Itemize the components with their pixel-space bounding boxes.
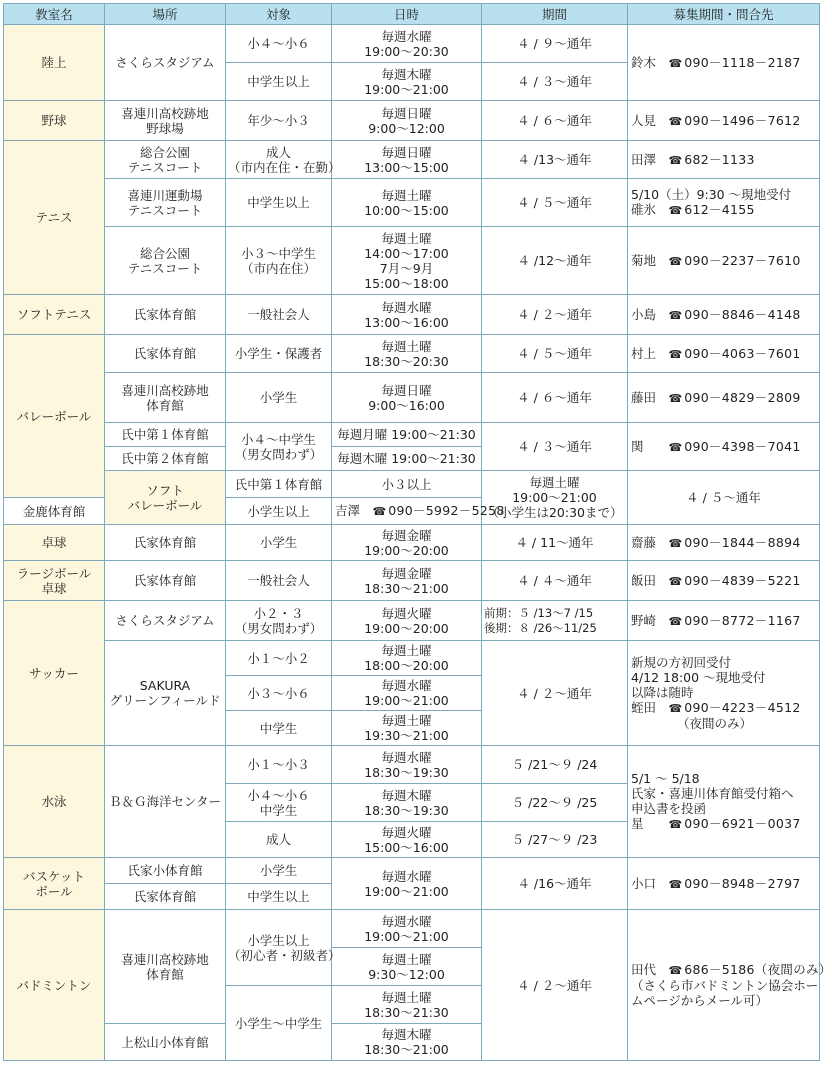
contact xyxy=(628,101,820,141)
phone-number: 090－4839－5221 xyxy=(684,572,801,588)
table-row xyxy=(4,601,820,641)
table-row xyxy=(4,227,820,295)
phone-icon: ☎ xyxy=(668,347,683,361)
header-contact: 募集期間・問合先 xyxy=(628,4,820,25)
period: ４ / ９～通年 xyxy=(482,25,628,63)
contact-person: 齋藤 xyxy=(631,534,657,550)
phone-number: 090－2237－7610 xyxy=(684,252,801,268)
contact-person: 菊地 xyxy=(631,252,657,268)
place: 総合公園 テニスコート xyxy=(105,227,226,295)
contact-person: 小口 xyxy=(631,875,657,891)
datetime: 毎週土曜 19:00～21:00 （小学生は20:30まで） xyxy=(482,471,628,525)
contact-person: 田澤 xyxy=(631,151,657,167)
class-name: テニス xyxy=(4,141,105,295)
place: 氏家体育館 xyxy=(105,525,226,561)
table-row xyxy=(4,373,820,423)
datetime: 毎週月曜 19:00～21:30 xyxy=(332,423,482,447)
period: ５ /27～９ /23 xyxy=(482,822,628,858)
datetime: 毎週木曜 19:00～21:30 xyxy=(332,447,482,471)
target: 小学生以上 xyxy=(226,498,332,525)
datetime: 毎週金曜 19:00～20:00 xyxy=(332,525,482,561)
header-class: 教室名 xyxy=(4,4,105,25)
phone-icon: ☎ xyxy=(668,440,683,454)
period: ４ / ６～通年 xyxy=(482,373,628,423)
datetime: 毎週水曜 19:00～21:00 xyxy=(332,858,482,910)
place: 金鹿体育館 xyxy=(4,498,105,525)
contact-note: 5/1 ～ 5/18 氏家・喜連川体育館受付箱へ 申込書を投函 xyxy=(631,771,794,816)
phone-icon: ☎ xyxy=(668,702,683,715)
contact-note: 新規の方初回受付 4/12 18:00 ～現地受付 以降は随時 xyxy=(631,655,766,700)
place: 氏家体育館 xyxy=(105,295,226,335)
contact xyxy=(628,601,820,641)
contact xyxy=(628,910,832,1061)
table-row xyxy=(4,423,820,447)
datetime: 毎週土曜 18:30～21:30 xyxy=(332,986,482,1024)
phone-note: （夜間のみ） xyxy=(677,716,753,731)
place: 氏中第２体育館 xyxy=(105,447,226,471)
table-row xyxy=(4,525,820,561)
period: 前期：５ /13～7 /15 後期：８ /26～11/25 xyxy=(482,601,628,641)
period: ５ /21～９ /24 xyxy=(482,746,628,784)
datetime: 毎週日曜 13:00～15:00 xyxy=(332,141,482,179)
datetime: 毎週土曜 18:30～20:30 xyxy=(332,335,482,373)
phone-icon: ☎ xyxy=(668,153,683,167)
target: 一般社会人 xyxy=(226,561,332,601)
contact xyxy=(628,335,820,373)
phone-icon: ☎ xyxy=(668,254,683,268)
period: ４ / ３～通年 xyxy=(482,63,628,101)
contact xyxy=(628,641,820,746)
contact-person: 碓氷 xyxy=(631,202,657,217)
contact-person: 蛭田 xyxy=(631,700,657,715)
datetime: 毎週木曜 18:30～21:00 xyxy=(332,1024,482,1061)
contact xyxy=(628,179,820,227)
target: 小１～小３ xyxy=(226,746,332,784)
contact xyxy=(628,561,820,601)
table-row xyxy=(4,746,820,784)
phone-number: 682－1133 xyxy=(684,151,755,167)
period: ４ /13～通年 xyxy=(482,141,628,179)
phone-number: 686－5186（夜間のみ） xyxy=(684,962,832,977)
datetime: 毎週土曜 9:30～12:00 xyxy=(332,948,482,986)
header-row xyxy=(4,4,820,25)
contact-person: 藤田 xyxy=(631,389,657,405)
table-row xyxy=(4,858,820,884)
place: 喜連川高校跡地 体育館 xyxy=(105,373,226,423)
target: 小学生～中学生 xyxy=(226,986,332,1061)
target: 小４～中学生 （男女問わず） xyxy=(226,423,332,471)
datetime: 毎週日曜 9:00～12:00 xyxy=(332,101,482,141)
datetime: 毎週土曜 19:30～21:00 xyxy=(332,711,482,746)
class-name: ラージボール 卓球 xyxy=(4,561,105,601)
datetime: 毎週水曜 18:30～19:30 xyxy=(332,746,482,784)
phone-icon: ☎ xyxy=(668,614,683,628)
datetime: 毎週日曜 9:00～16:00 xyxy=(332,373,482,423)
class-name: 卓球 xyxy=(4,525,105,561)
contact-person: 鈴木 xyxy=(631,54,657,70)
table-row xyxy=(4,471,820,498)
contact xyxy=(628,858,820,910)
phone-number: 090－8948－2797 xyxy=(684,875,801,891)
phone-icon: ☎ xyxy=(668,391,683,405)
place: 氏家体育館 xyxy=(105,561,226,601)
target: 小学生 xyxy=(226,525,332,561)
target: 小３～中学生 （市内在住） xyxy=(226,227,332,295)
phone-number: 612－4155 xyxy=(684,202,755,217)
phone-number: 090－1118－2187 xyxy=(684,54,801,70)
contact xyxy=(628,295,820,335)
contact-person: 吉澤 xyxy=(335,503,361,518)
period: ４ /16～通年 xyxy=(482,858,628,910)
target: 小４～小６ xyxy=(226,25,332,63)
period: ４ / 11～通年 xyxy=(482,525,628,561)
table-row xyxy=(4,295,820,335)
datetime: 毎週木曜 18:30～19:30 xyxy=(332,784,482,822)
target: 小１～小２ xyxy=(226,641,332,676)
contact-note: （さくら市バドミントン協会ホー ムページからメール可） xyxy=(631,978,819,1008)
target: 中学生以上 xyxy=(226,179,332,227)
datetime: 毎週水曜 19:00～21:00 xyxy=(332,676,482,711)
phone-number: 090－5992－5258 xyxy=(388,503,505,518)
datetime: 毎週木曜 19:00～21:00 xyxy=(332,63,482,101)
datetime: 毎週火曜 19:00～20:00 xyxy=(332,601,482,641)
table-row xyxy=(4,561,820,601)
place: 喜連川運動場 テニスコート xyxy=(105,179,226,227)
contact-person: 小島 xyxy=(631,306,657,322)
phone-icon: ☎ xyxy=(668,204,683,217)
class-name: ソフトテニス xyxy=(4,295,105,335)
target: 小学生 xyxy=(226,373,332,423)
period: ４ / ２～通年 xyxy=(482,641,628,746)
target: 成人 xyxy=(226,822,332,858)
period: ４ / ３～通年 xyxy=(482,423,628,471)
period: ４ / ４～通年 xyxy=(482,561,628,601)
table-row xyxy=(4,101,820,141)
contact xyxy=(628,525,820,561)
datetime: 毎週水曜 19:00～20:30 xyxy=(332,25,482,63)
place: さくらスタジアム xyxy=(105,601,226,641)
place: さくらスタジアム xyxy=(105,25,226,101)
class-name: バレーボール xyxy=(4,335,105,498)
table-row xyxy=(4,641,820,676)
target: 小学生 xyxy=(226,858,332,884)
contact-person: 関 xyxy=(631,438,644,454)
phone-number: 090－4829－2809 xyxy=(684,389,801,405)
header-datetime: 日時 xyxy=(332,4,482,25)
period: ４ / ５～通年 xyxy=(628,471,820,525)
class-name: サッカー xyxy=(4,601,105,746)
class-name: ソフト バレーボール xyxy=(105,471,226,525)
phone-number: 090－4063－7601 xyxy=(684,345,801,361)
contact-person: 村上 xyxy=(631,345,657,361)
target: 中学生 xyxy=(226,711,332,746)
contact xyxy=(628,227,820,295)
place: 氏家小体育館 xyxy=(105,858,226,884)
place: 氏中第１体育館 xyxy=(226,471,332,498)
table-row xyxy=(4,910,820,948)
contact-person: 飯田 xyxy=(631,572,657,588)
class-schedule xyxy=(3,3,832,1061)
phone-number: 090－8772－1167 xyxy=(684,612,801,628)
schedule-table xyxy=(3,3,832,1061)
phone-icon: ☎ xyxy=(668,818,683,831)
target: 小２・３ （男女問わず） xyxy=(226,601,332,641)
period: ４ / ２～通年 xyxy=(482,295,628,335)
datetime: 毎週水曜 19:00～21:00 xyxy=(332,910,482,948)
header-period: 期間 xyxy=(482,4,628,25)
contact xyxy=(628,423,820,471)
target: 中学生以上 xyxy=(226,63,332,101)
contact xyxy=(628,141,820,179)
table-row xyxy=(4,179,820,227)
contact-person: 人見 xyxy=(631,112,657,128)
phone-number: 090－1496－7612 xyxy=(684,112,801,128)
target: 一般社会人 xyxy=(226,295,332,335)
phone-icon: ☎ xyxy=(668,877,683,891)
phone-icon: ☎ xyxy=(668,964,683,977)
place: 喜連川高校跡地 野球場 xyxy=(105,101,226,141)
class-name: バスケット ボール xyxy=(4,858,105,910)
contact-person: 田代 xyxy=(631,962,657,977)
target: 小学生・保護者 xyxy=(226,335,332,373)
contact xyxy=(628,746,820,858)
period: ４ /12～通年 xyxy=(482,227,628,295)
phone-icon: ☎ xyxy=(668,56,683,70)
target: 中学生以上 xyxy=(226,884,332,910)
place: 氏家体育館 xyxy=(105,335,226,373)
datetime: 毎週土曜 10:00～15:00 xyxy=(332,179,482,227)
contact-person: 星 xyxy=(631,816,644,831)
phone-number: 090－4223－4512 xyxy=(684,700,801,715)
class-name: 野球 xyxy=(4,101,105,141)
target: 小学生以上 （初心者・初級者） xyxy=(226,910,332,986)
target: 成人 （市内在住・在勤） xyxy=(226,141,332,179)
datetime: 毎週金曜 18:30～21:00 xyxy=(332,561,482,601)
header-target: 対象 xyxy=(226,4,332,25)
class-name: 陸上 xyxy=(4,25,105,101)
phone-number: 090－1844－8894 xyxy=(684,534,801,550)
header-place: 場所 xyxy=(105,4,226,25)
phone-number: 090－4398－7041 xyxy=(684,438,801,454)
class-name: 水泳 xyxy=(4,746,105,858)
period: ４ / ２～通年 xyxy=(482,910,628,1061)
phone-icon: ☎ xyxy=(668,574,683,588)
table-row xyxy=(4,25,820,63)
period: ４ / ５～通年 xyxy=(482,335,628,373)
place: Ｂ＆Ｇ海洋センター xyxy=(105,746,226,858)
contact-person: 野崎 xyxy=(631,612,657,628)
place: 喜連川高校跡地 体育館 xyxy=(105,910,226,1024)
phone-icon: ☎ xyxy=(668,114,683,128)
phone-icon: ☎ xyxy=(372,505,387,518)
place: 総合公園 テニスコート xyxy=(105,141,226,179)
contact xyxy=(628,25,820,101)
place: 上松山小体育館 xyxy=(105,1024,226,1061)
place: 氏家体育館 xyxy=(105,884,226,910)
period: ４ / ６～通年 xyxy=(482,101,628,141)
period: ４ / ５～通年 xyxy=(482,179,628,227)
target: 小４～小６ 中学生 xyxy=(226,784,332,822)
class-name: バドミントン xyxy=(4,910,105,1061)
table-row xyxy=(4,335,820,373)
table-row xyxy=(4,141,820,179)
contact xyxy=(628,373,820,423)
target: 小３～小６ xyxy=(226,676,332,711)
phone-number: 090－8846－4148 xyxy=(684,306,801,322)
datetime: 毎週火曜 15:00～16:00 xyxy=(332,822,482,858)
contact xyxy=(332,498,505,525)
period: ５ /22～９ /25 xyxy=(482,784,628,822)
phone-icon: ☎ xyxy=(668,308,683,322)
datetime: 毎週土曜 18:00～20:00 xyxy=(332,641,482,676)
contact-note: 5/10（土）9:30 ～現地受付 xyxy=(631,187,792,202)
datetime: 毎週水曜 13:00～16:00 xyxy=(332,295,482,335)
phone-number: 090－6921－0037 xyxy=(684,816,801,831)
target: 小３以上 xyxy=(332,471,482,498)
target: 年少～小３ xyxy=(226,101,332,141)
place: 氏中第１体育館 xyxy=(105,423,226,447)
datetime: 毎週土曜 14:00～17:00 7月～9月 15:00～18:00 xyxy=(332,227,482,295)
phone-icon: ☎ xyxy=(668,536,683,550)
place: SAKURA グリーンフィールド xyxy=(105,641,226,746)
